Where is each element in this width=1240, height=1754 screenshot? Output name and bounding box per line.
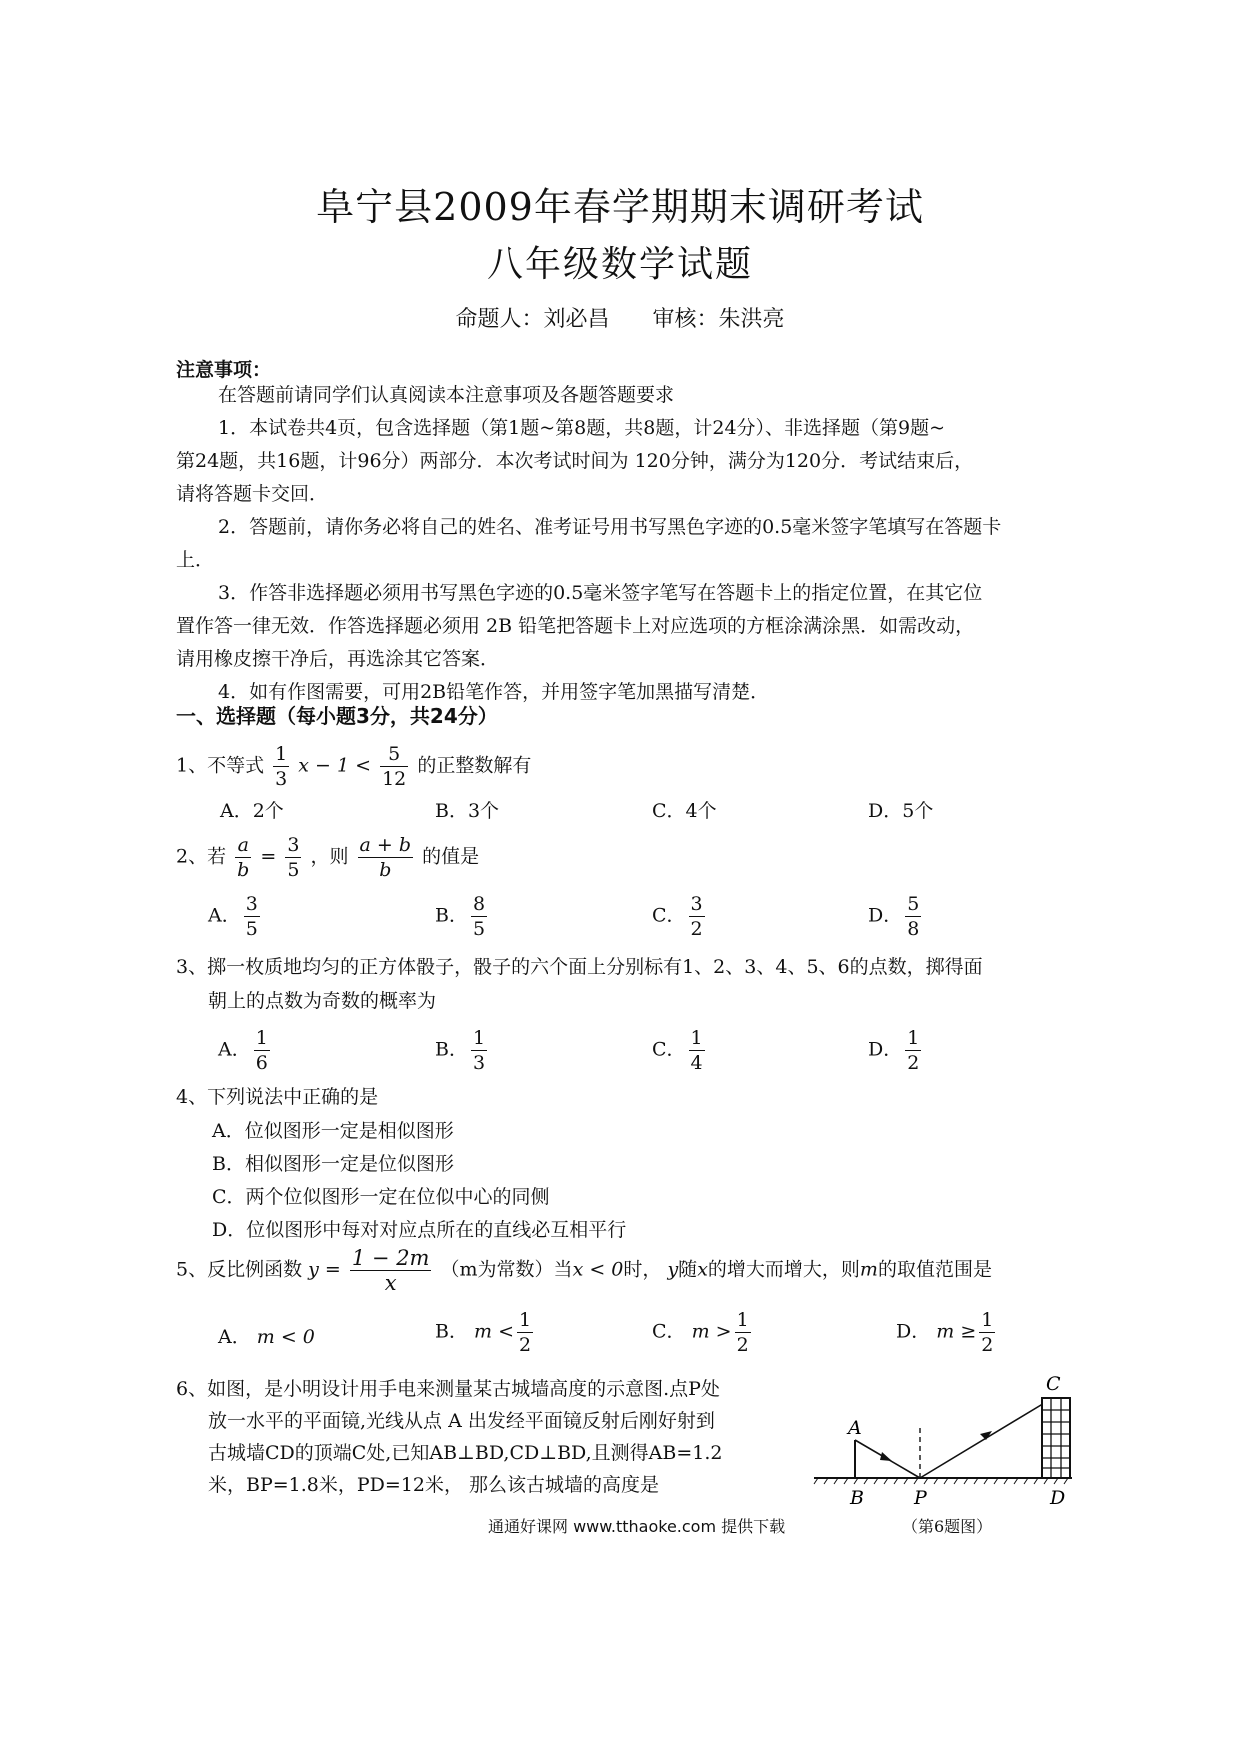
setter-label: 命题人：刘必昌 xyxy=(455,307,610,332)
reflection-figure xyxy=(810,1368,1080,1518)
option-d: D．5个 xyxy=(868,800,934,822)
notice-line: 请用橡皮擦干净后，再选涂其它答案． xyxy=(176,648,500,670)
light-ray-pc xyxy=(920,1402,1046,1478)
option-b: B． m < $\frac{1}{2}$ xyxy=(435,1309,532,1356)
question-1: 1、不等式 $\frac{1}{3}$ x − 1 < $\frac{5}{12}$ 的正整数解有 xyxy=(176,743,532,790)
fraction: $\frac{a + b}{b}$ xyxy=(359,834,412,881)
option-a: A． $\frac{1}{6}$ xyxy=(218,1027,268,1074)
option-b: B．相似图形一定是位似图形 xyxy=(212,1153,454,1175)
notice-line: 第24题，共16题，计96分）两部分．本次考试时间为 120分钟，满分为120分．考试结束后， xyxy=(176,450,974,472)
option-d: D． m ≥ $\frac{1}{2}$ xyxy=(896,1309,994,1356)
question-4: 4、下列说法中正确的是 xyxy=(176,1086,379,1108)
notice-heading: 注意事项： xyxy=(176,359,272,381)
label-c: C xyxy=(1046,1373,1061,1395)
question-3-line1: 3、掷一枚质地均匀的正方体骰子，骰子的六个面上分别标有1、2、3、4、5、6的点数，掷得面 xyxy=(176,956,983,978)
question-3-line2: 朝上的点数为奇数的概率为 xyxy=(208,990,437,1012)
option-d: D．位似图形中每对对应点所在的直线必互相平行 xyxy=(212,1219,627,1241)
figure-caption: （第6题图） xyxy=(902,1517,993,1536)
label-d: D xyxy=(1050,1487,1066,1509)
notice-line: 在答题前请同学们认真阅读本注意事项及各题答题要求 xyxy=(218,384,675,406)
label-a: A xyxy=(848,1417,862,1439)
exam-subtitle: 八年级数学试题 xyxy=(486,244,753,285)
fraction: $\frac{a}{b}$ xyxy=(237,834,250,881)
option-d: D． $\frac{5}{8}$ xyxy=(868,893,920,940)
arrow-icon xyxy=(880,1452,892,1461)
label-p: P xyxy=(914,1487,927,1509)
option-d: D． $\frac{1}{2}$ xyxy=(868,1027,920,1074)
authors-line xyxy=(0,302,1240,333)
question-6-line: 放一水平的平面镜,光线从点 A 出发经平面镜反射后刚好射到 xyxy=(208,1410,715,1432)
fraction: $\frac{5}{12}$ xyxy=(382,743,407,790)
reviewer-label: 审核：朱洪亮 xyxy=(652,307,785,332)
notice-line: 4．如有作图需要，可用2B铅笔作答，并用签字笔加黑描写清楚． xyxy=(218,681,770,703)
option-a: A． $\frac{3}{5}$ xyxy=(208,893,258,940)
question-6-line: 米，BP=1.8米，PD=12米， 那么该古城墙的高度是 xyxy=(208,1474,660,1496)
notice-line: 3．作答非选择题必须用书写黑色字迹的0.5毫米签字笔写在答题卡上的指定位置，在其它位 xyxy=(218,582,983,604)
option-b: B． $\frac{1}{3}$ xyxy=(435,1027,486,1074)
option-a: A． m < 0 xyxy=(218,1326,315,1348)
exam-title: 阜宁县2009年春学期期末调研考试 xyxy=(316,185,924,229)
page-footer: 通通好课网 www.tthaoke.com 提供下载 xyxy=(488,1517,786,1536)
option-b: B． $\frac{8}{5}$ xyxy=(435,893,486,940)
section-heading: 一、选择题（每小题3分，共24分） xyxy=(176,704,498,728)
option-c: C． m > $\frac{1}{2}$ xyxy=(652,1309,749,1356)
notice-line: 2．答题前，请你务必将自己的姓名、准考证号用书写黑色字迹的0.5毫米签字笔填写在答题卡 xyxy=(218,516,1002,538)
question-5: 5、反比例函数 y = $\frac{1 - 2m}{x}$ （m为常数）当x < 0时， y随x的增大而增大，则m的取值范围是 xyxy=(176,1246,992,1295)
notice-line: 请将答题卡交回． xyxy=(176,483,329,505)
label-b: B xyxy=(850,1487,864,1509)
option-c: C． $\frac{3}{2}$ xyxy=(652,893,703,940)
option-b: B．3个 xyxy=(435,800,500,822)
question-6-line: 6、如图，是小明设计用手电来测量某古城墙高度的示意图.点P处 xyxy=(176,1378,720,1400)
fraction: $\frac{1 - 2m}{x}$ xyxy=(351,1246,430,1295)
option-a: A．2个 xyxy=(220,800,284,822)
notice-line: 上． xyxy=(176,549,215,571)
notice-line: 1．本试卷共4页，包含选择题（第1题~第8题，共8题，计24分）、非选择题（第9题~ xyxy=(218,417,946,439)
fraction: $\frac{3}{5}$ xyxy=(287,834,300,881)
fraction: $\frac{1}{3}$ xyxy=(275,743,288,790)
option-c: C．两个位似图形一定在位似中心的同侧 xyxy=(212,1186,550,1208)
question-6-line: 古城墙CD的顶端C处,已知AB⊥BD,CD⊥BD,且测得AB=1.2 xyxy=(208,1442,723,1464)
notice-line: 置作答一律无效．作答选择题必须用 2B 铅笔把答题卡上对应选项的方框涂满涂黑．如需改动， xyxy=(176,615,975,637)
option-c: C． $\frac{1}{4}$ xyxy=(652,1027,703,1074)
option-a: A．位似图形一定是相似图形 xyxy=(212,1120,454,1142)
option-c: C．4个 xyxy=(652,800,717,822)
question-2: 2、若 $\frac{a}{b}$ = $\frac{3}{5}$ ，则 $\frac{a + b}{b}$ 的值是 xyxy=(176,834,480,881)
